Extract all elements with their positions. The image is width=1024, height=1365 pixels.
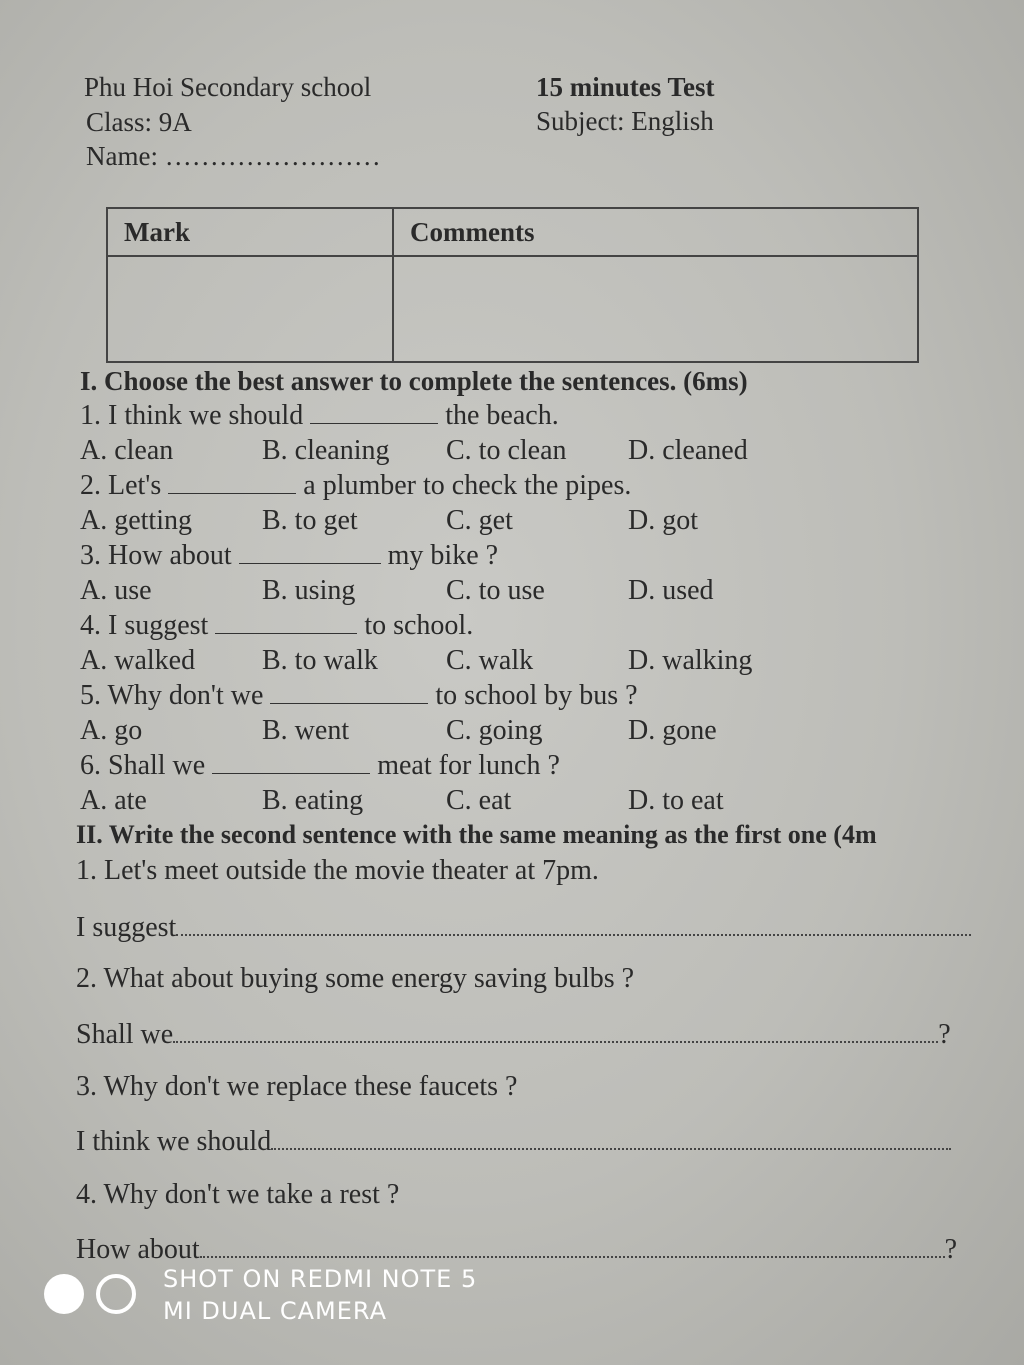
watermark-line-1: SHOT ON REDMI NOTE 5 xyxy=(163,1265,478,1293)
test-title: 15 minutes Test xyxy=(536,72,715,102)
answer-dotted-line xyxy=(176,916,971,936)
question-5-end: to school by bus ? xyxy=(435,680,638,711)
answer-blank xyxy=(239,543,381,564)
comments-header: Comments xyxy=(393,208,918,256)
option-b: B. eating xyxy=(262,785,364,816)
comments-cell xyxy=(393,256,918,362)
answer-end: ? xyxy=(938,1019,951,1050)
hollow-circle-icon xyxy=(96,1274,136,1314)
rewrite-prompt-1: 1. Let's meet outside the movie theater at 7pm. xyxy=(76,855,599,886)
option-c: C. walk xyxy=(446,645,534,676)
answer-start: Shall we xyxy=(76,1019,174,1050)
question-5 xyxy=(80,680,638,712)
rewrite-answer-3 xyxy=(76,1126,951,1158)
question-1 xyxy=(80,400,559,432)
student-name-field: Name: …………………… xyxy=(86,141,381,171)
answer-dotted-line xyxy=(173,1023,938,1043)
question-3 xyxy=(80,540,498,572)
option-b: B. to walk xyxy=(262,645,378,676)
answer-start: I suggest xyxy=(76,912,177,943)
option-d: D. gone xyxy=(628,715,717,746)
option-b: B. to get xyxy=(262,505,358,536)
option-d: D. got xyxy=(628,505,698,536)
question-1-end: the beach. xyxy=(445,400,559,431)
option-d: D. to eat xyxy=(628,785,724,816)
option-a: A. walked xyxy=(80,645,196,676)
option-a: A. use xyxy=(80,575,152,606)
option-d: D. walking xyxy=(628,645,753,676)
option-c: C. to clean xyxy=(446,435,567,466)
rewrite-prompt-3: 3. Why don't we replace these faucets ? xyxy=(76,1071,518,1102)
answer-dotted-line xyxy=(271,1130,951,1150)
answer-blank xyxy=(168,473,296,494)
watermark-line-2: MI DUAL CAMERA xyxy=(163,1297,388,1325)
school-name: Phu Hoi Secondary school xyxy=(84,72,372,102)
option-c: C. to use xyxy=(446,575,545,606)
question-2 xyxy=(80,470,631,502)
rewrite-answer-4 xyxy=(76,1234,957,1266)
question-4-text: 4. I suggest xyxy=(80,610,209,641)
rewrite-prompt-2: 2. What about buying some energy saving bulbs ? xyxy=(76,963,635,994)
question-6 xyxy=(80,750,560,782)
option-b: B. cleaning xyxy=(262,435,390,466)
option-c: C. going xyxy=(446,715,543,746)
answer-blank xyxy=(270,683,428,704)
option-c: C. eat xyxy=(446,785,512,816)
question-3-end: my bike ? xyxy=(387,540,499,571)
section-2-title: II. Write the second sentence with the same meaning as the first one (4m xyxy=(76,820,877,849)
answer-blank xyxy=(310,403,438,424)
answer-end: ? xyxy=(944,1234,958,1265)
question-5-text: 5. Why don't we xyxy=(80,680,264,711)
option-c: C. get xyxy=(446,505,513,536)
question-6-end: meat for lunch ? xyxy=(377,750,560,781)
question-4-end: to school. xyxy=(364,610,474,641)
answer-dotted-line xyxy=(200,1238,945,1258)
rewrite-answer-1 xyxy=(76,912,971,944)
question-2-text: 2. Let's xyxy=(80,470,162,501)
mark-header: Mark xyxy=(107,208,393,256)
option-a: A. go xyxy=(80,715,143,746)
question-2-end: a plumber to check the pipes. xyxy=(303,470,632,501)
mark-comments-table xyxy=(106,207,919,363)
section-1-title: I. Choose the best answer to complete the sentences. (6ms) xyxy=(80,366,748,396)
class-label: Class: 9A xyxy=(86,107,192,137)
answer-start: I think we should xyxy=(76,1126,272,1157)
question-6-text: 6. Shall we xyxy=(80,750,206,781)
option-d: D. cleaned xyxy=(628,435,748,466)
mark-cell xyxy=(107,256,393,362)
option-a: A. getting xyxy=(80,505,192,536)
subject-label: Subject: English xyxy=(536,106,714,136)
question-4 xyxy=(80,610,473,642)
option-d: D. used xyxy=(628,575,714,606)
question-1-text: 1. I think we should xyxy=(80,400,304,431)
option-a: A. clean xyxy=(80,435,174,466)
question-3-text: 3. How about xyxy=(80,540,232,571)
option-b: B. went xyxy=(262,715,350,746)
option-b: B. using xyxy=(262,575,356,606)
option-a: A. ate xyxy=(80,785,147,816)
answer-blank xyxy=(212,753,370,774)
rewrite-answer-2 xyxy=(76,1019,951,1051)
answer-blank xyxy=(215,613,357,634)
filled-circle-icon xyxy=(44,1274,84,1314)
answer-start: How about xyxy=(76,1234,200,1265)
rewrite-prompt-4: 4. Why don't we take a rest ? xyxy=(76,1179,400,1210)
